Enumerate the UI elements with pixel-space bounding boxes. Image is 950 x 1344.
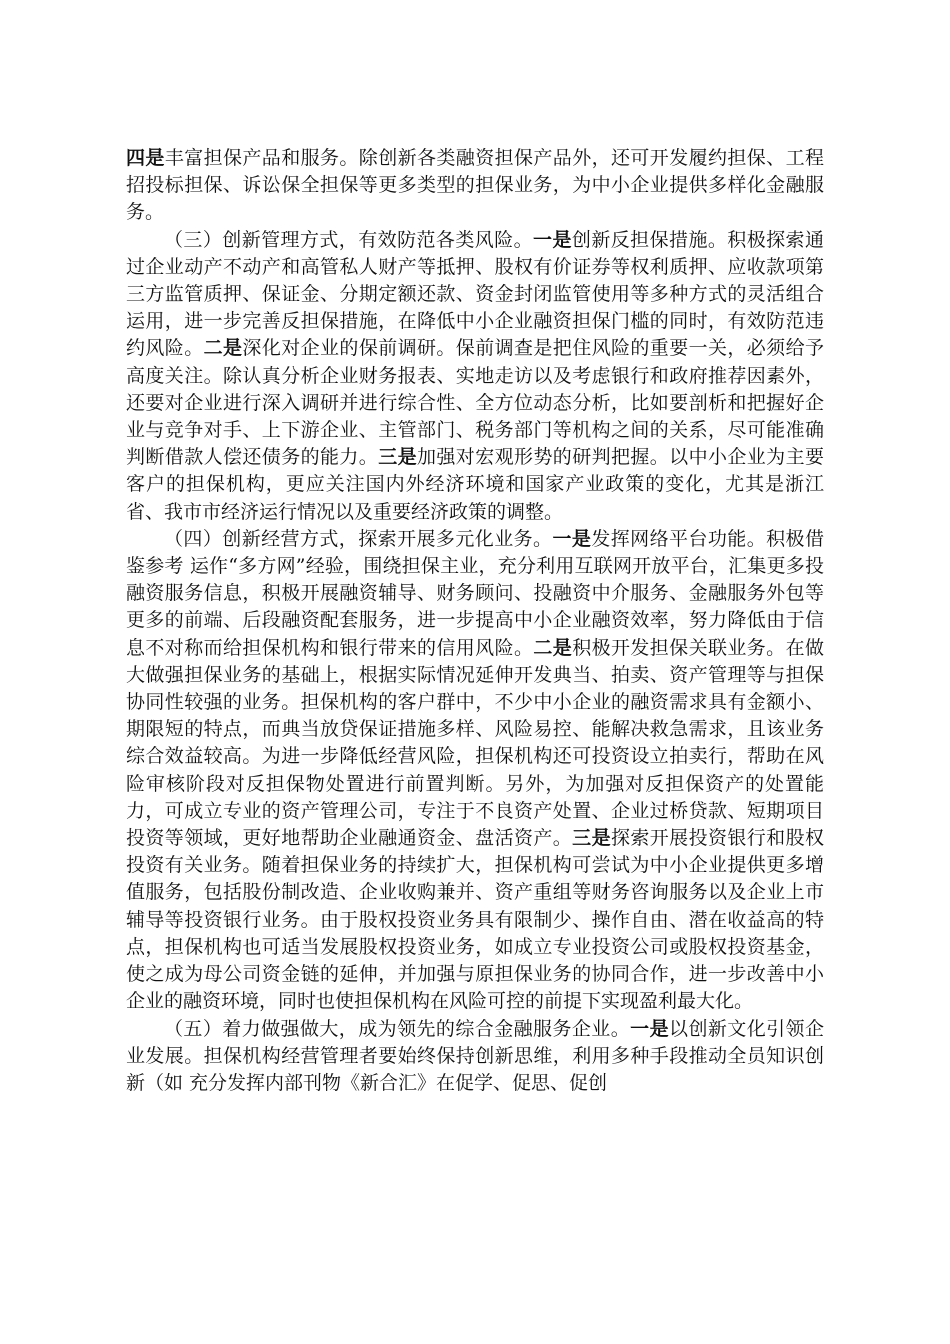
section-3-heading: （三）创新管理方式，有效防范各类风险。: [164, 228, 534, 251]
paragraph-item-4: [126, 145, 824, 227]
section-4-marker-3: 三是: [572, 827, 611, 850]
section-3-marker-1: 一是: [533, 228, 572, 251]
section-5-heading: （五）着力做强做大，成为领先的综合金融服务企业。: [164, 1017, 631, 1040]
section-3-text-3: 加强对宏观形势的研判把握。以中小企业为主要客户的担保机构，更应关注国内外经济环境和国家产业政策的变化，尤其是浙江省、我市市经济运行情况以及重要经济政策的调整。: [126, 446, 824, 523]
section-5-paragraph: [126, 1016, 824, 1098]
section-3-marker-3: 三是: [378, 446, 417, 469]
item-4-text: 丰富担保产品和服务。除创新各类融资担保产品外，还可开发履约担保、工程招投标担保、诉讼保全担保等更多类型的担保业务，为中小企业提供多样化金融服务。: [126, 147, 824, 224]
section-3-text-1: 创新反担保措施。积极探索通过企业动产不动产和高管私人财产等抵押、股权有价证券等权利质押、应收款项第三方监管质押、保证金、分期定额还款、资金封闭监管使用等多种方式的灵活组合运用，进一步完善反担保措施，在降低中小企业融资担保门槛的同时，有效防范违约风险。: [126, 228, 824, 360]
section-4-marker-1: 一是: [552, 527, 592, 550]
section-5-text-1: 以创新文化引领企业发展。担保机构经营管理者要始终保持创新思维，利用多种手段推动全员知识创新（如 充分发挥内部刊物《新合汇》在促学、促思、促创: [126, 1017, 824, 1094]
section-4-text-2: 积极开发担保关联业务。在做大做强担保业务的基础上，根据实际情况延伸开发典当、拍卖、资产管理等与担保协同性较强的业务。担保机构的客户群中，不少中小企业的融资需求具有金额小、期限短的特点，而典当放贷保证措施多样、风险易控、能解决救急需求，且该业务综合效益较高。为进一步降低经营风险，担保机构还可投资设立拍卖行，帮助在风险审核阶段对反担保物处置进行前置判断。另外，为加强对反担保资产的处置能力，可成立专业的资产管理公司，专注于不良资产处置、企业过桥贷款、短期项目投资等领域，更好地帮助企业融通资金、盘活资产。: [126, 636, 824, 850]
item-4-marker: 四是: [126, 147, 165, 169]
section-4-paragraph: [126, 526, 824, 1016]
section-4-text-1: 发挥网络平台功能。积极借鉴参考 运作“多方网”经验，围绕担保主业，充分利用互联网开放平台，汇集更多投融资服务信息，积极开展融资辅导、财务顾问、投融资中介服务、金融服务外包等更多的前端、后段融资配套服务，进一步提高中小企业融资效率，努力降低由于信息不对称而给担保机构和银行带来的信用风险。: [126, 527, 824, 659]
document-body: [126, 145, 824, 1097]
section-3-text-2: 深化对企业的保前调研。保前调查是把住风险的重要一关，必须给予高度关注。除认真分析企业财务报表、实地走访以及考虑银行和政府推荐因素外，还要对企业进行深入调研并进行综合性、全方位动态分析，比如要剖析和把握好企业与竞争对手、上下游企业、主管部门、税务部门等机构之间的关系，尽可能准确判断借款人偿还债务的能力。: [126, 337, 824, 469]
section-4-marker-2: 二是: [533, 636, 573, 659]
section-3-paragraph: [126, 227, 824, 526]
section-5-marker-1: 一是: [630, 1017, 670, 1040]
section-3-marker-2: 二是: [203, 337, 243, 360]
section-4-text-3: 探索开展投资银行和股权投资有关业务。随着担保业务的持续扩大，担保机构可尝试为中小企业提供更多增值服务，包括股份制改造、企业收购兼并、资产重组等财务咨询服务以及企业上市辅导等投资银行业务。由于股权投资业务具有限制少、操作自由、潜在收益高的特点，担保机构也可适当发展股权投资业务，如成立专业投资公司或股权投资基金，使之成为母公司资金链的延伸，并加强与原担保业务的协同合作，进一步改善中小企业的融资环境，同时也使担保机构在风险可控的前提下实现盈利最大化。: [126, 827, 824, 1013]
section-4-heading: （四）创新经营方式，探索开展多元化业务。: [164, 527, 553, 550]
